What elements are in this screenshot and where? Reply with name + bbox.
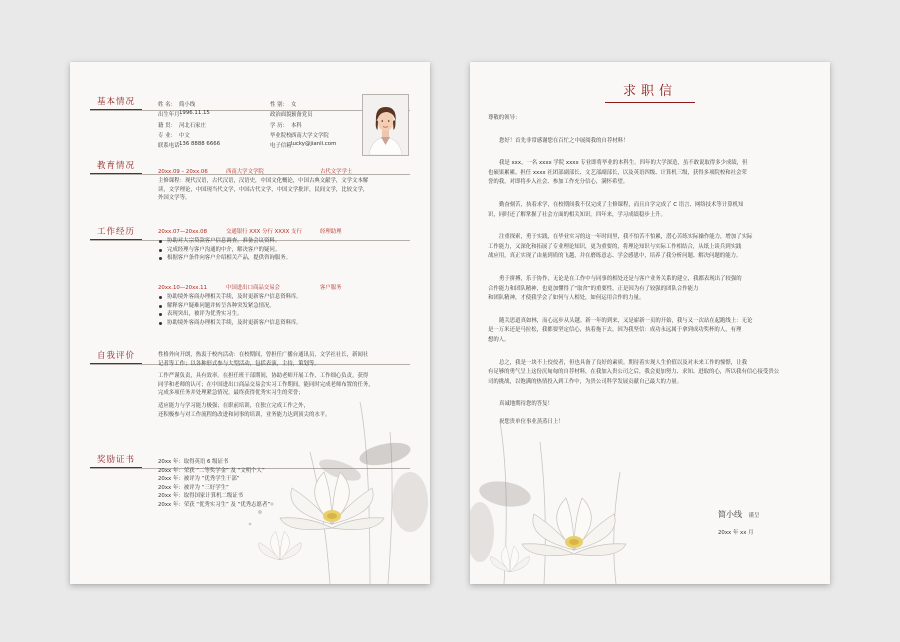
info-row: 籍 贯： 河北石家庄 学 历： 本科: [158, 122, 302, 129]
letter-line: 随关思道真如林，而心远步从头越。新一年的到来，又是崭新一页的开始，我与又一次站在起跑线上：无论: [499, 317, 753, 324]
edu-school: 西南大学文学院: [226, 169, 264, 175]
letter-title: 求职信: [622, 84, 677, 99]
letter-line: 我是 xxx，一名 xxxx 学院 xxxx 专业即将毕业的本科生。四年的大学深造，虽不敢说取得多少成绩，但: [499, 160, 748, 167]
section-header-basic: [90, 96, 142, 110]
section-title: 基本情况: [96, 97, 135, 107]
name-value: 简小线: [179, 102, 196, 108]
letter-line: 和团队精神，才使我学会了如何与人相处，如何运用合作的力量。: [488, 295, 645, 302]
award-line: 20xx 年：荣获 “优秀实习生” 及 “优秀志愿者”: [158, 501, 271, 508]
lotus-ink-painting: [470, 422, 650, 584]
section-header-awards: [90, 454, 142, 468]
job-bullet: 表现突出，被评为优秀实习生。: [158, 310, 408, 319]
section-title: 奖励证书: [96, 455, 135, 465]
work-block-2: [158, 284, 408, 327]
signature-name: 简小线: [718, 510, 742, 519]
award-line: 20xx 年：荣获 “二等奖学金” 及 “文明个人”: [158, 467, 265, 474]
info-row: 专 业： 中文 毕业院校： 西南大学文学院: [158, 132, 329, 139]
self-eval-line: 适应能力与学习能力极强；在职前培训，在独立完成工作之外，: [158, 402, 309, 409]
self-eval-line: 还积极参与对工作流程的改进和同事的培训，业务能力达到顶尖的水平。: [158, 411, 331, 418]
letter-closing: 真诚地期待您的答复！: [499, 401, 553, 408]
letter-line: 勇于拼搏，乐于协作，无论是在工作中与同事的相处还是与客户业务关系的建立，我都表现出了较强的: [499, 275, 742, 282]
job-role: 经理助理: [320, 229, 342, 235]
edu-line: 外国文学等。: [158, 195, 191, 202]
self-eval-block: [158, 351, 408, 419]
letter-line: 战应用，真正实现了由量到质的飞越，并在磨练意志、学会感恩中，培养了我分析问题、解决问题的能力。: [488, 253, 742, 260]
letter-line: 是一万米还是马拉松，我都要坚定信心，执着拖下去。因为我坚信：成功永远属于拿到成功奖杯的人，有理: [488, 327, 742, 334]
job-company: 交通银行 XXX 分行 XXXX 支行: [226, 229, 302, 235]
letter-line: 司的挑战，以饱满的热情投入到工作中，为贵公司科学发展贡献自己最大的力量。: [488, 378, 683, 385]
section-title: 教育情况: [96, 161, 135, 171]
letter-closing: 祝您贵单位事业蒸蒸日上！: [499, 418, 564, 425]
edu-degree: 古代文学学士: [320, 169, 353, 175]
awards-block: [158, 458, 408, 510]
portrait-image: [363, 95, 408, 155]
job-bullet: 协助境外客商办理相关手续，及时更新客户信息资料库。: [158, 293, 408, 302]
section-header-self-eval: [90, 350, 142, 364]
award-line: 20xx 年：被评为 “三好学生”: [158, 484, 229, 491]
profile-photo: [362, 94, 409, 156]
info-row: 出生年月： 1996.11.15 政治面貌： 预备党员: [158, 110, 313, 119]
signature-suffix: 谨呈: [748, 513, 760, 519]
section-title: 自我评价: [96, 351, 135, 361]
letter-line: 合作能力和团队精神，也更加懂得了“取舍”的重要性，正是因为有了较强的团队合作能力: [488, 285, 699, 292]
self-eval-line: 完成多项任务并处理紧急情况，最终获得优秀实习生的荣誉；: [158, 390, 304, 397]
job-bullet: 完成经理与客户沟通的中介，解决客户的疑问。: [158, 246, 408, 255]
letter-line: 勤奋刻苦，执着求学，在校期间我不仅完成了主修课程，而且自学完成了 C 语言、网络技术等计算机知: [499, 201, 744, 208]
letter-line: 也硕果累累。担任 xxxx 社团部副部长、文艺部副部长，以及英语四级、计算机三级，获得多项院校和社会荣: [488, 169, 747, 176]
self-eval-line: 同学和老师的认可；在中国进出口商品交易会实习工作期间，能同时完成老师布置的任务，: [158, 381, 374, 388]
work-block-1: [158, 228, 408, 263]
job-role: 客户服务: [320, 285, 342, 291]
section-title: 工作经历: [96, 227, 135, 237]
letter-line: 识，同时还了解掌握了社会方面的相关知识。四年来，学习成绩稳步上升。: [488, 211, 666, 218]
section-header-work: [90, 226, 142, 240]
title-underline: [605, 102, 695, 103]
cover-letter-page: [470, 62, 830, 584]
resume-page: [70, 62, 430, 584]
job-bullet: 协助对大宗贷款客户信息调查，准备会议资料。: [158, 237, 408, 246]
letter-line: 有足够的勇气呈上这份沉甸甸的自荐材料，在我加入贵公司之后，我会更加努力、求知、进取的心，所以我有信心接受贵公: [488, 369, 780, 376]
award-line: 20xx 年：取得英语 6 级证书: [158, 459, 229, 465]
section-header-education: [90, 160, 142, 174]
job-bullet: 根据客户条件向客户介绍相关产品，提供咨询服务。: [158, 254, 408, 263]
letter-line: 工作能力，又深化和拓展了专业理论知识，更为重要的，将理论知识与实际工作相结合，从纸上谈兵到实践: [488, 243, 742, 250]
education-block: [158, 168, 408, 203]
edu-period: 20xx.09 – 20xx.06: [158, 169, 208, 175]
info-row: 联系电话： 136 8888 6666 电子信箱： lucky@jianli.com: [158, 141, 337, 150]
letter-date: 20xx 年 xx 月: [718, 530, 754, 536]
letter-paragraph: 您好！首先非常感谢您在百忙之中展阅我的自荐材料！: [499, 137, 629, 144]
edu-line: 读，文学理论，中国现当代文学，中国古代文学，中国文学批评，民间文学，比较文学，: [158, 186, 369, 193]
job-bullet: 协助境外客商办理相关手续，及时更新客户信息资料库。: [158, 319, 408, 328]
letter-body: [488, 114, 810, 427]
letter-line: 总之，我是一块不上佼佼者，但也具备了良好的素质。期待着实现人生价值以及对未来工作的憧憬，让我: [499, 359, 747, 366]
letter-line: 想的人。: [488, 336, 510, 343]
award-line: 20xx 年：被评为 “优秀学生干部”: [158, 476, 240, 483]
info-row: 姓 名： 简小线 性 别： 女: [158, 102, 297, 108]
email-value: lucky@jianli.com: [291, 141, 337, 148]
letter-line: 誉的我，对即将步入社会、参加工作充分信心，满怀希望。: [488, 179, 629, 186]
self-eval-line: 性格外向开朗，热衷于校内活动：在校期间，曾担任广播台通讯员，文学社社长，新闻社: [158, 352, 369, 358]
award-line: 20xx 年：取得国家计算机二级证书: [158, 493, 244, 500]
letter-line: 注重探索，勇于实践，在毕业实习的这一年时间里，我不怕苦不怕累，潜心苦练实际操作能力，增加了实际: [499, 234, 753, 241]
job-bullet: 解释客户疑难问题并转呈各种突发紧急情况。: [158, 302, 408, 311]
job-period: 20xx.10—20xx.11: [158, 285, 208, 291]
self-eval-line: 记者等工作；以各种形式参与大型活动，包括表演，主持，策划等。: [158, 360, 320, 367]
self-eval-line: 工作严谨负责，具有效率。在担任班干部期间，协助老师开展工作，工作细心负责，获得: [158, 373, 369, 380]
job-company: 中国进出口商品交易会: [226, 285, 280, 291]
letter-greeting: 尊敬的领导：: [488, 115, 521, 121]
edu-line: 主修课程：现代汉语，古代汉语，汉语史，中国文化概论，中国古典文献学，文学文本解: [158, 178, 369, 184]
signature: [718, 509, 759, 520]
job-period: 20xx.07—20xx.08: [158, 229, 208, 235]
